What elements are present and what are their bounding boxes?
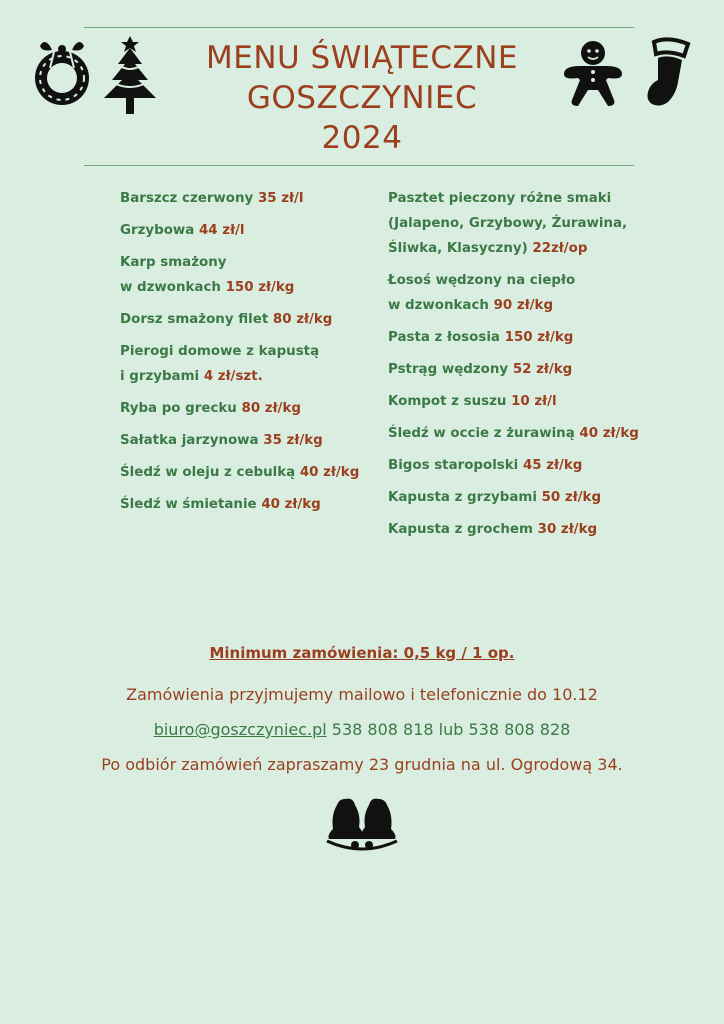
menu-item-price: 150 zł/kg bbox=[225, 280, 295, 295]
menu-item-name: Grzybowa bbox=[120, 223, 195, 238]
menu-item bbox=[388, 453, 648, 478]
menu-item-price: 35 zł/kg bbox=[263, 433, 323, 448]
menu-item-price: 50 zł/kg bbox=[541, 490, 602, 505]
orders-info: Zamówienia przyjmujemy mailowo i telefonicznie do 10.12 bbox=[126, 685, 598, 704]
menu-item-name: i grzybami bbox=[120, 369, 200, 384]
menu-item bbox=[388, 325, 648, 350]
menu-item-price: 10 zł/l bbox=[511, 394, 557, 409]
menu-item-price: 4 zł/szt. bbox=[203, 369, 263, 384]
menu-item-name-line: Pierogi domowe z kapustą bbox=[120, 344, 320, 359]
menu-item-name: Pasta z łososia bbox=[388, 330, 500, 345]
menu-item bbox=[388, 389, 648, 414]
menu-item bbox=[120, 396, 380, 421]
menu-item bbox=[120, 460, 380, 485]
title-line-2: GOSZCZYNIEC bbox=[246, 80, 478, 116]
contact-info bbox=[0, 720, 724, 739]
menu-item-name: Kapusta z grochem bbox=[388, 522, 533, 537]
menu-item bbox=[388, 186, 648, 261]
pickup-info: Po odbiór zamówień zapraszamy 23 grudnia na ul. Ogrodową 34. bbox=[101, 755, 623, 774]
menu-item-price: 52 zł/kg bbox=[512, 362, 573, 377]
menu-item-name-line: Pasztet pieczony różne smaki bbox=[388, 191, 612, 206]
menu-column-left bbox=[120, 186, 380, 524]
menu-item-name: Śliwka, Klasyczny) bbox=[388, 241, 528, 256]
menu-item bbox=[388, 421, 648, 446]
menu-item-price: 45 zł/kg bbox=[522, 458, 583, 473]
wreath-icon bbox=[30, 38, 94, 108]
menu-item-name-line: Karp smażony bbox=[120, 255, 227, 270]
minimum-order-note: Minimum zamówienia: 0,5 kg / 1 op. bbox=[209, 644, 515, 662]
menu-item-name: Barszcz czerwony bbox=[120, 191, 254, 206]
stocking-icon bbox=[644, 36, 692, 110]
menu-item-price: 90 zł/kg bbox=[493, 298, 554, 313]
menu-item bbox=[388, 485, 648, 510]
menu-column-right bbox=[388, 186, 648, 549]
menu-item-name: Sałatka jarzynowa bbox=[120, 433, 259, 448]
menu-item bbox=[388, 357, 648, 382]
menu-item-price: 80 zł/kg bbox=[272, 312, 333, 327]
menu-item-price: 44 zł/l bbox=[198, 223, 245, 238]
christmas-tree-icon bbox=[102, 36, 158, 116]
bells-icon bbox=[325, 795, 399, 853]
menu-item-name: Śledź w śmietanie bbox=[120, 497, 257, 512]
menu-item-price: 35 zł/l bbox=[257, 191, 304, 206]
menu-item bbox=[120, 186, 380, 211]
header-divider bbox=[84, 165, 634, 166]
top-divider bbox=[84, 27, 634, 28]
menu-item-price: 40 zł/kg bbox=[261, 497, 321, 512]
menu-item-price: 40 zł/kg bbox=[579, 426, 639, 441]
page-title bbox=[162, 38, 562, 158]
menu-item-name: Śledź w oleju z cebulką bbox=[120, 465, 296, 480]
menu-item-name-line: (Jalapeno, Grzybowy, Żurawina, bbox=[388, 216, 628, 231]
menu-item-name: w dzwonkach bbox=[120, 280, 221, 295]
title-line-3: 2024 bbox=[321, 120, 403, 156]
menu-item-name: w dzwonkach bbox=[388, 298, 489, 313]
menu-item-name-line: Łosoś wędzony na ciepło bbox=[388, 273, 576, 288]
menu-item-price: 40 zł/kg bbox=[299, 465, 360, 480]
menu-item bbox=[388, 517, 648, 542]
menu-item-name: Śledź w occie z żurawiną bbox=[388, 426, 575, 441]
menu-item-price: 80 zł/kg bbox=[241, 401, 301, 416]
menu-item bbox=[120, 428, 380, 453]
menu-item-price: 150 zł/kg bbox=[504, 330, 574, 345]
title-line-1: MENU ŚWIĄTECZNE bbox=[205, 40, 519, 76]
menu-item-price: 22zł/op bbox=[532, 241, 588, 256]
menu-item-name: Ryba po grecku bbox=[120, 401, 237, 416]
menu-item bbox=[388, 268, 648, 318]
menu-item bbox=[120, 307, 380, 332]
menu-item bbox=[120, 492, 380, 517]
phone-numbers: 538 808 818 lub 538 808 828 bbox=[326, 720, 571, 739]
menu-item-name: Bigos staropolski bbox=[388, 458, 519, 473]
email-link[interactable]: biuro@goszczyniec.pl bbox=[153, 720, 327, 739]
menu-item bbox=[120, 250, 380, 300]
menu-item-price: 30 zł/kg bbox=[537, 522, 598, 537]
menu-item bbox=[120, 218, 380, 243]
menu-item-name: Kompot z suszu bbox=[388, 394, 507, 409]
gingerbread-man-icon bbox=[560, 40, 626, 108]
menu-item-name: Dorsz smażony filet bbox=[120, 312, 269, 327]
menu-item-name: Kapusta z grzybami bbox=[388, 490, 537, 505]
menu-item bbox=[120, 339, 380, 389]
menu-item-name: Pstrąg wędzony bbox=[388, 362, 509, 377]
